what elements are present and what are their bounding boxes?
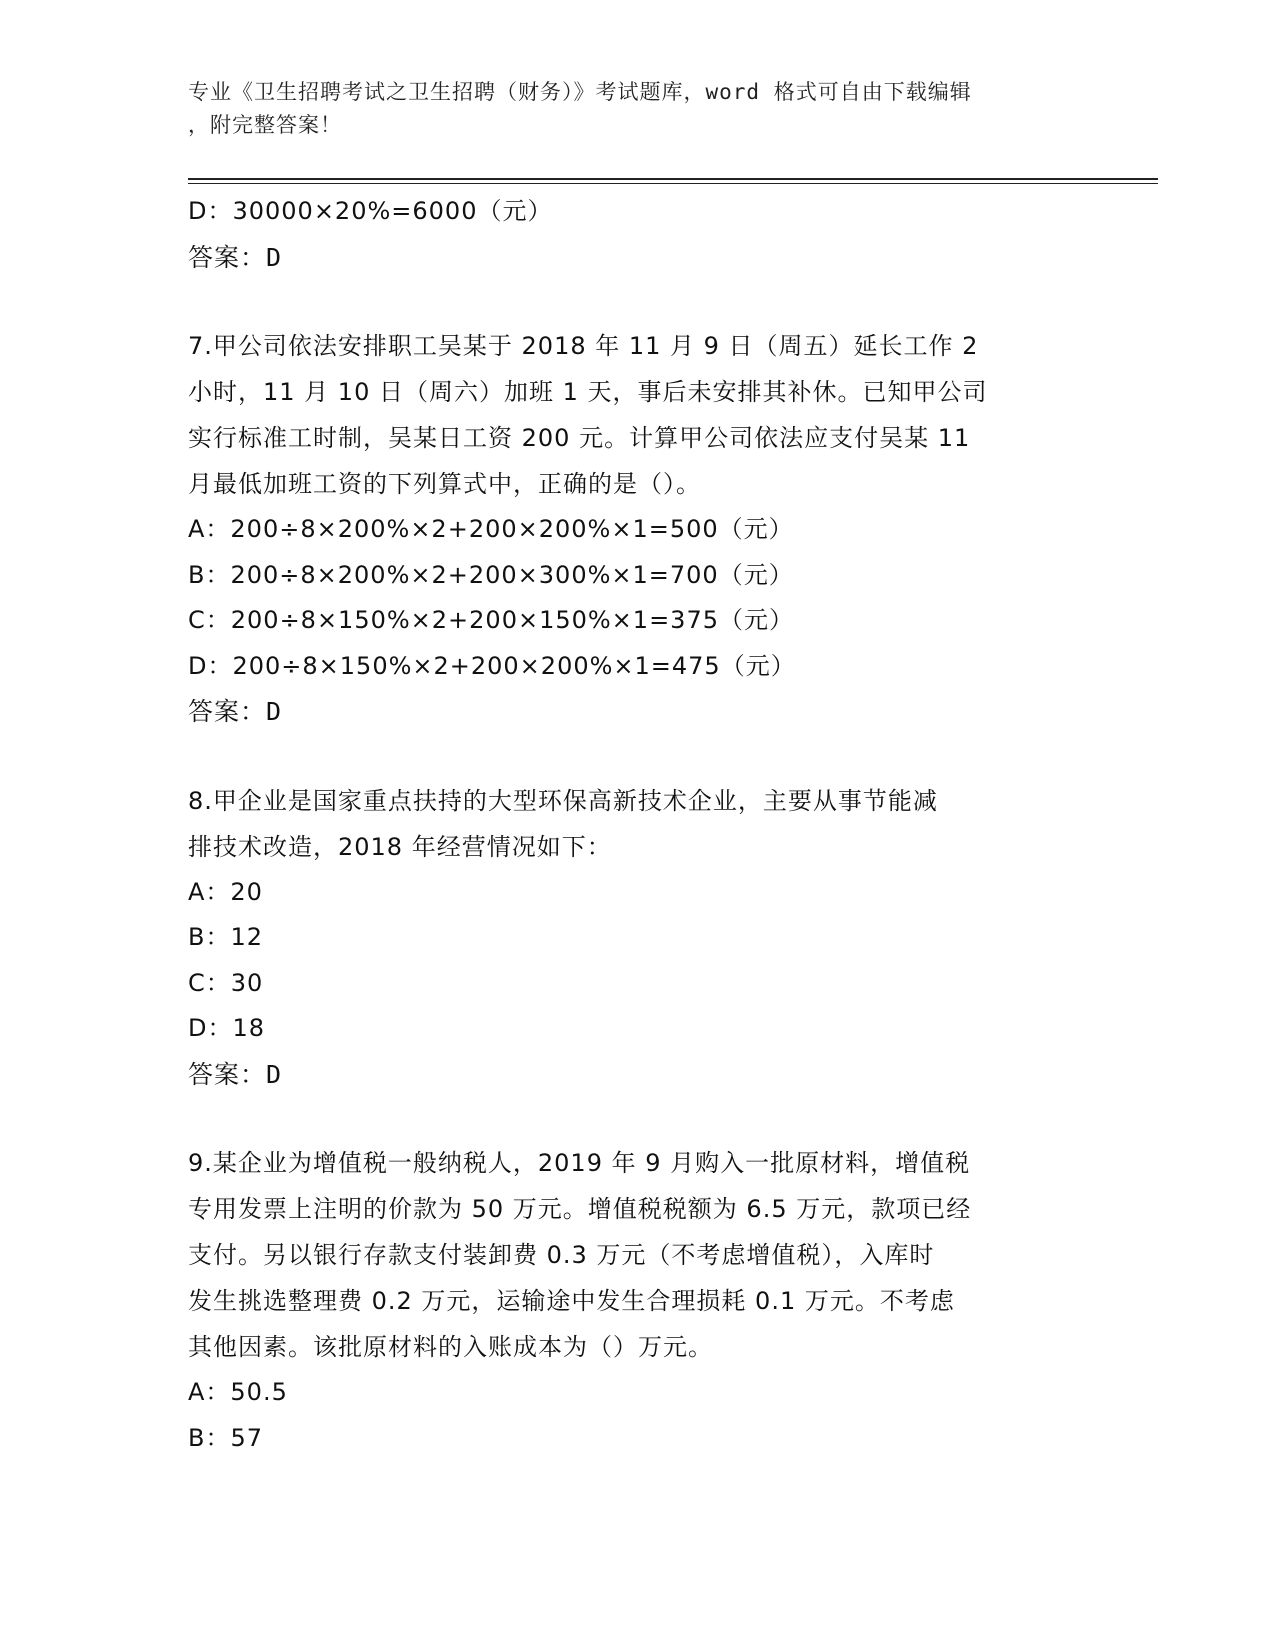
option-a: A：200÷8×200%×2+200×200%×1=500（元） [188, 515, 794, 543]
question-text-line: 专用发票上注明的价款为 50 万元。增值税税额为 6.5 万元，款项已经 [188, 1195, 972, 1223]
question-9 [188, 1140, 1088, 1461]
header-rule-thin [188, 183, 1158, 184]
question-text-line: 小时，11 月 10 日（周六）加班 1 天，事后未安排其补休。已知甲公司 [188, 378, 988, 406]
option-c: C：200÷8×150%×2+200×150%×1=375（元） [188, 606, 794, 634]
question-text-line: 支付。另以银行存款支付装卸费 0.3 万元（不考虑增值税），入库时 [188, 1241, 935, 1269]
option-d: D：18 [188, 1014, 266, 1042]
prev-answer: 答案：D [188, 242, 283, 272]
option-a: A：50.5 [188, 1378, 288, 1406]
question-7 [188, 323, 1088, 735]
question-text-line: 实行标准工时制，吴某日工资 200 元。计算甲公司依法应支付吴某 11 [188, 424, 971, 452]
option-b: B：200÷8×200%×2+200×300%×1=700（元） [188, 560, 794, 589]
option-b: B：12 [188, 923, 264, 951]
question-8 [188, 778, 1088, 1098]
document-body [188, 189, 1088, 1461]
answer: 答案：D [188, 697, 283, 726]
spacer [188, 280, 1088, 323]
header-rule-thick [188, 178, 1158, 180]
page-header [188, 76, 1068, 142]
question-text-line: 7.甲公司依法安排职工吴某于 2018 年 11 月 9 日（周五）延长工作 2 [188, 332, 979, 360]
question-text-line: 8.甲企业是国家重点扶持的大型环保高新技术企业，主要从事节能减 [188, 786, 938, 815]
header-line-1: 专业《卫生招聘考试之卫生招聘（财务）》考试题库，word 格式可自由下载编辑 [188, 80, 972, 104]
question-text-line: 9.某企业为增值税一般纳税人，2019 年 9 月购入一批原材料，增值税 [188, 1149, 971, 1177]
question-text-line: 其他因素。该批原材料的入账成本为（）万元。 [188, 1333, 713, 1361]
spacer [188, 1097, 1088, 1140]
question-text-line: 发生挑选整理费 0.2 万元，运输途中发生合理损耗 0.1 万元。不考虑 [188, 1287, 955, 1315]
option-b: B：57 [188, 1423, 264, 1452]
answer: 答案：D [188, 1059, 283, 1089]
spacer [188, 735, 1088, 778]
option-c: C：30 [188, 968, 264, 997]
question-text-line: 排技术改造，2018 年经营情况如下： [188, 832, 612, 861]
header-line-2: ，附完整答案！ [188, 113, 342, 137]
question-text-line: 月最低加班工资的下列算式中，正确的是（）。 [188, 470, 701, 498]
prev-option-d: D：30000×20%=6000（元） [188, 197, 553, 225]
option-d: D：200÷8×150%×2+200×200%×1=475（元） [188, 651, 796, 680]
option-a: A：20 [188, 877, 263, 906]
